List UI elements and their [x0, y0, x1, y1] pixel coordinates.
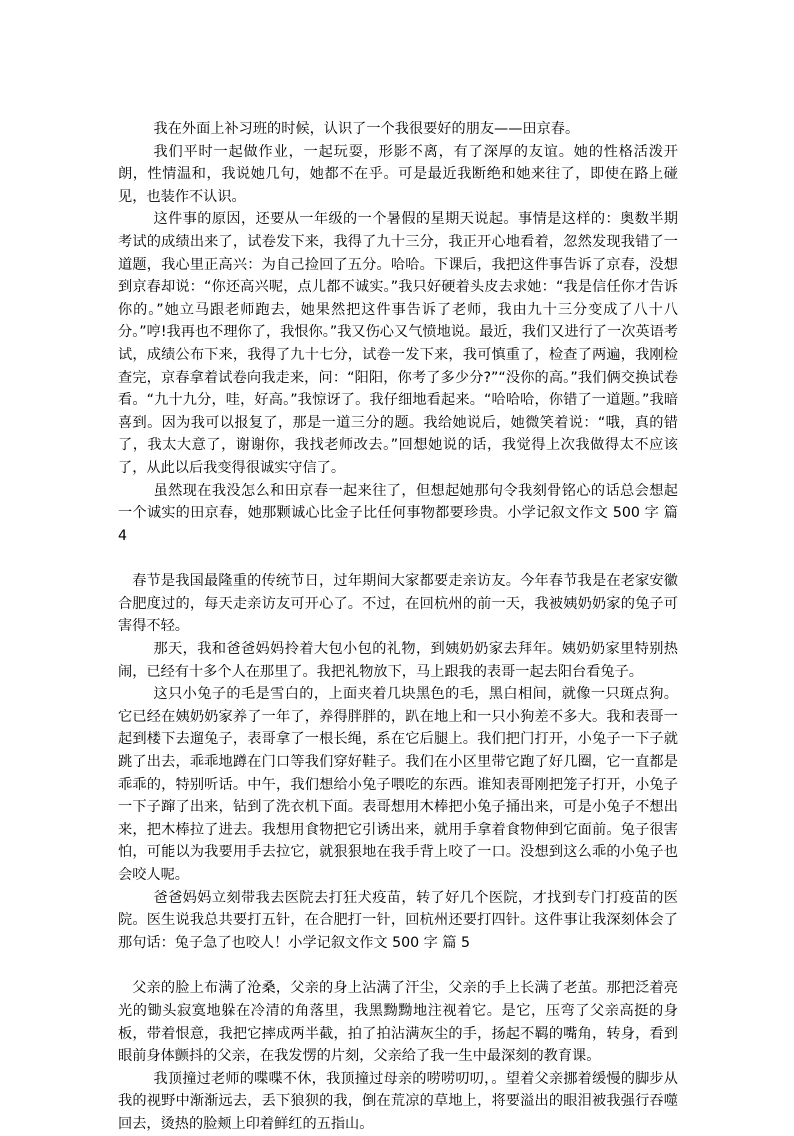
paragraph: 父亲的脸上布满了沧桑，父亲的身上沾满了汗尘，父亲的手上长满了老茧。那把泛着亮光的锄头寂寞地躲在冷清的角落里，我黑黝黝地注视着它。是它，压弯了父亲高挺的身板，带着恨意，我把它摔成两半截，拍了拍沾满灰尘的手，扬起不羁的嘴角，转身，看到眼前身体颤抖的父亲，在我发愣的片刻，父亲给了我一生中最深刻的教育课。 [118, 980, 678, 1065]
paragraph: 虽然现在我没怎么和田京春一起来往了，但想起她那句令我刻骨铭心的话总会想起一个诚实的田京春，她那颗诚心比金子比任何事物都要珍贵。小学记叙文作文 500 字 篇 4 [118, 482, 678, 544]
paragraph: 那天，我和爸爸妈妈拎着大包小包的礼物，到姨奶奶家去拜年。姨奶奶家里特别热闹，已经有十多个人在那里了。我把礼物放下，马上跟我的表哥一起去阳台看兔子。 [118, 641, 678, 680]
paragraph: 我在外面上补习班的时候，认识了一个我很要好的朋友——田京春。 [153, 121, 580, 137]
document-page [118, 118, 678, 1136]
paragraph: 春节是我国最隆重的传统节日，过年期间大家都要走亲访友。今年春节我是在老家安徽合肥度过的，每天走亲访友可开心了。不过，在回杭州的前一天，我被姨奶奶家的兔子可害得不轻。 [118, 573, 678, 635]
paragraph: 这件事的原因，还要从一年级的一个暑假的星期天说起。事情是这样的：奥数半期考试的成绩出来了，试卷发下来，我得了九十三分，我正开心地看着，忽然发现我错了一道题，我心里正高兴：为自己捡回了五分。哈哈。下课后，我把这件事告诉了京春，没想到京春却说：“你还高兴呢，点儿都不诚实。”我只好硬着头皮去求她：“我是信任你才告诉你的。”她立马跟老师跑去，她果然把这件事告诉了老师，我由九十三分变成了八十八分。”哼!我再也不理你了，我恨你。”我又伤心又气愤地说。最近，我们又进行了一次英语考试，成绩公布下来，我得了九十七分，试卷一发下来，我可慎重了，检查了两遍，我刚检查完，京春拿着试卷向我走来，问：“阳阳，你考了多少分?”“没你的高。”我们俩交换试卷看。“九十九分，哇，好高。”我惊讶了。我仔细地看起来。“哈哈哈，你错了一道题。”我暗喜到。因为我可以报复了，那是一道三分的题。我给她说后，她微笑着说：“哦，真的错了，我太大意了，谢谢你，我找老师改去。”回想她说的话，我觉得上次我做得太不应该了，从此以后我变得很诚实守信了。 [118, 211, 679, 476]
paragraph: 我顶撞过老师的喋喋不休，我顶撞过母亲的唠唠叨叨，。望着父亲挪着缓慢的脚步从我的视野中渐渐远去，丢下狼狈的我，倒在荒凉的草地上，将要溢出的眼泪被我强行吞噬回去，烫热的脸颊上印着鲜红的五指山。 [118, 1070, 678, 1132]
section-gap [118, 954, 678, 977]
section-gap [118, 547, 678, 570]
paragraph: 我们平时一起做作业，一起玩耍，形影不离，有了深厚的友谊。她的性格活泼开朗，性情温和，我说她几句，她都不在乎。可是最近我断绝和她来往了，即使在路上碰见，也装作不认识。 [118, 143, 678, 205]
paragraph: 这只小兔子的毛是雪白的，上面夹着几块黑色的毛，黑白相间，就像一只斑点狗。它已经在姨奶奶家养了一年了，养得胖胖的，趴在地上和一只小狗差不多大。我和表哥一起到楼下去遛兔子，表哥拿了一根长绳，系在它后腿上。我们把门打开，小兔子一下子就跳了出去，乖乖地蹲在门口等我们穿好鞋子。我们在小区里带它跑了好几圈，它一直都是乖乖的，特别听话。中午，我们想给小兔子喂吃的东西。谁知表哥刚把笼子打开，小兔子一下子蹿了出来，钻到了洗衣机下面。表哥想用木棒把小兔子捅出来，可是小兔子不想出来，把木棒拉了进去。我想用食物把它引诱出来，就用手拿着食物伸到它面前。兔子很害怕，可能以为我要用手去拉它，就狠狠地在我手背上咬了一口。没想到这么乖的小兔子也会咬人呢。 [118, 686, 678, 883]
paragraph: 爸爸妈妈立刻带我去医院去打狂犬疫苗，转了好几个医院，才找到专门打疫苗的医院。医生说我总共要打五针，在合肥打一针，回杭州还要打四针。这件事让我深刻体会了那句话：兔子急了也咬人！小学记叙文作文 500 字 篇 5 [118, 889, 678, 951]
